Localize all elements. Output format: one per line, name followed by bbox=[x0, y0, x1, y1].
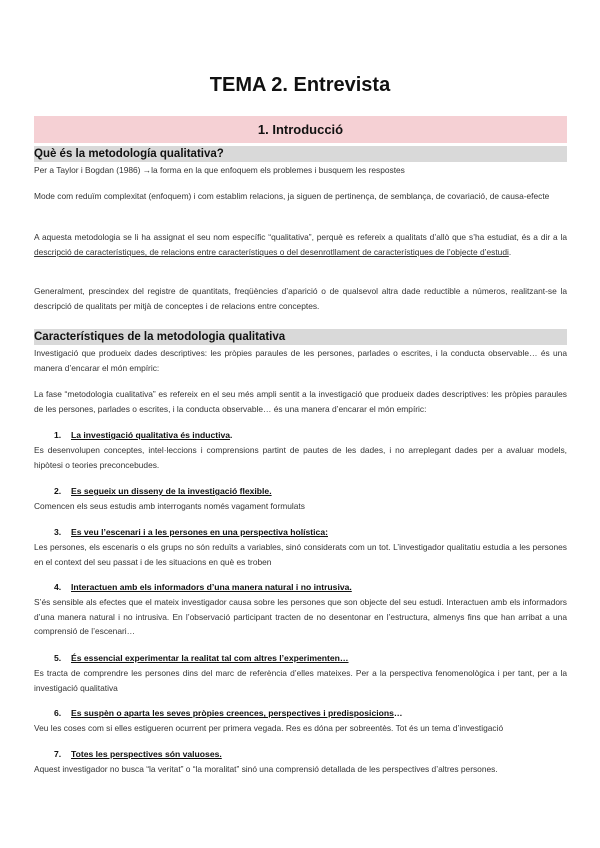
paragraph-generalment: Generalment, prescindex del registre de quantitats, freqüències d’aparició o de qualsevol altra dade reductible a números, realitzant-se la descripció de qualitats per mitjà de conceptes i de relacions entre conceptes. bbox=[34, 286, 567, 311]
subheading-caracteristiques: Característiques de la metodologia qualitativa bbox=[34, 329, 567, 345]
list-item-heading bbox=[54, 707, 554, 720]
paragraph-taylor-bogdan: Per a Taylor i Bogdan (1986) →la forma en la que enfoquem els problemes i busquem les respostes bbox=[34, 165, 405, 175]
list-item-number: 2. bbox=[54, 486, 62, 496]
paragraph-qualitativa bbox=[34, 230, 567, 259]
list-item-body: S’és sensible als efectes que el mateix investigador causa sobre les persones que son objecte del seu estudi. Interactuen amb els informadors d’una manera natural i no intrusiva. En l’observació participant tracten de no desentonar en l’estructura, almenys fins que han arribat a una comprensió de l’escenari… bbox=[34, 597, 567, 637]
list-item-heading bbox=[54, 526, 554, 539]
paragraph-investigacio-dades: Investigació que produeix dades descriptives: les pròpies paraules de les persones, parlades o escrites, i la conducta observable… és una manera d’encarar el món empíric: bbox=[34, 348, 567, 373]
list-item-title: Es veu l’escenari i a les persones en una perspectiva holística: bbox=[71, 527, 328, 537]
list-item-heading bbox=[54, 429, 554, 442]
paragraph-fase-metodologia: La fase “metodologia cualitativa” es refereix en el seu més ampli sentit a la investigació que produeix dades descriptives: les pròpies paraules de les persones, parlades o escrites, i la conducta observable… és una manera d’encarar el món empíric: bbox=[34, 389, 567, 414]
list-item-title: Es segueix un disseny de la investigació flexible. bbox=[71, 486, 272, 496]
paragraph-mode-reduim: Mode com reduïm complexitat (enfoquem) i com establim relacions, ja siguen de pertinença, de semblança, de covariació, de causa-efecte bbox=[34, 191, 550, 201]
list-item-body: Comencen els seus estudis amb interrogants només vagament formulats bbox=[34, 501, 305, 511]
list-item-body: Es desenvolupen conceptes, intel·leccions i comprensions partint de pautes de les dades, i no arreplegant dades per a avaluar models, hipòtesi o teories preconcebudes. bbox=[34, 445, 567, 470]
list-item-heading bbox=[54, 581, 554, 594]
list-item-body: Les persones, els escenaris o els grups no són reduïts a variables, sinó considerats com un tot. L’investigador qualitatiu estudia a les persones en el context del seu passat i de les situacions en què es troben bbox=[34, 542, 567, 567]
list-item-title-tail: . bbox=[230, 430, 233, 440]
list-item-heading bbox=[54, 652, 554, 665]
page-title: TEMA 2. Entrevista bbox=[209, 74, 391, 96]
paragraph-qualitativa-end: . bbox=[508, 246, 512, 257]
list-item-number: 5. bbox=[54, 653, 62, 663]
list-item-heading bbox=[54, 485, 554, 498]
list-item-title-tail: … bbox=[393, 708, 403, 718]
subheading-metodologia: Què és la metodología qualitativa? bbox=[34, 146, 567, 162]
section-heading-introduccio: 1. Introducció bbox=[34, 116, 567, 143]
list-item-title: La investigació qualitativa és inductiva bbox=[71, 430, 231, 440]
list-item-title: És essencial experimentar la realitat tal com altres l’experimenten… bbox=[71, 653, 349, 663]
list-item-number: 1. bbox=[54, 430, 62, 440]
list-item-title: Es suspèn o aparta les seves pròpies creences, perspectives i predisposicions bbox=[71, 708, 394, 718]
paragraph-qualitativa-underlined: descripció de característiques, de relacions entre característiques o del desenrotllament de característiques de l’objecte d’estudi bbox=[34, 246, 509, 257]
paragraph-qualitativa-start: A aquesta metodologia se li ha assignat el seu nom específic “qualitativa”, perquè es refereix a qualitats d’allò que s’ha estudiat, és a dir a la bbox=[34, 232, 567, 242]
list-item-body: Aquest investigador no busca “la veritat” o “la moralitat” sinó una comprensió detallada de les perspectives d’altres persones. bbox=[34, 764, 498, 774]
list-item-body: Es tracta de comprendre les persones dins del marc de referència d’elles mateixes. Per a la perspectiva fenomenològica i per tant, per a la investigació qualitativa bbox=[34, 668, 567, 693]
list-item-number: 3. bbox=[54, 527, 62, 537]
list-item-body: Veu les coses com si elles estigueren ocurrent per primera vegada. Res es dóna per sobreentès. Tot és un tema d’investigació bbox=[34, 723, 504, 733]
list-item-number: 7. bbox=[54, 749, 62, 759]
list-item-heading bbox=[54, 748, 554, 761]
list-item-number: 4. bbox=[54, 582, 62, 592]
list-item-title: Totes les perspectives són valuoses. bbox=[71, 749, 222, 759]
list-item-number: 6. bbox=[54, 708, 62, 718]
list-item-title: Interactuen amb els informadors d’una manera natural i no intrusiva. bbox=[71, 582, 352, 592]
